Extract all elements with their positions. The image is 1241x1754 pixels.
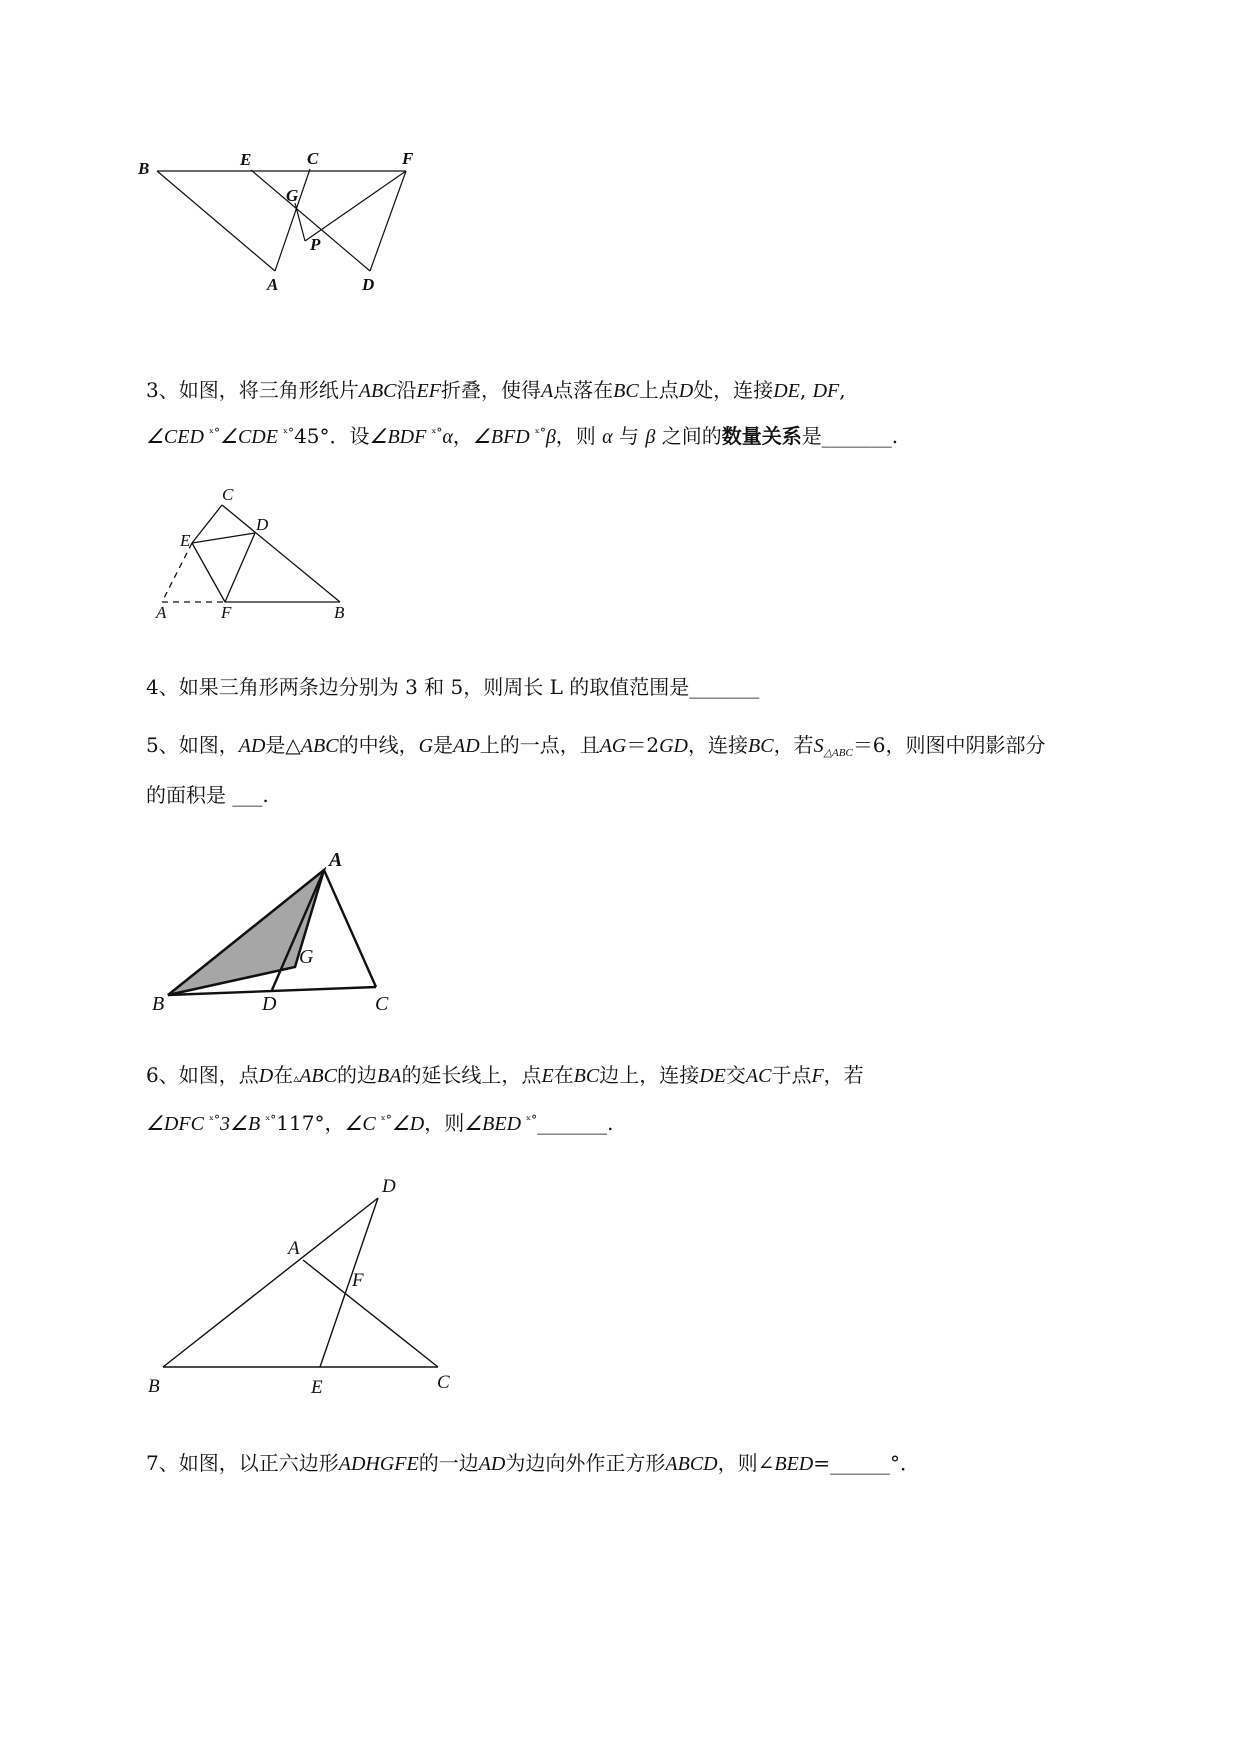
label-G: G	[286, 186, 299, 205]
q5-text: ，若	[773, 733, 814, 757]
q3-number: 3、	[146, 378, 179, 402]
q5-text: ＝2	[626, 733, 660, 757]
q3-alpha: α	[602, 426, 613, 448]
q7-bed: BED	[774, 1453, 814, 1475]
q7-text: ，则∠	[717, 1451, 775, 1475]
q3-text: 45°．设	[294, 424, 370, 448]
label-F: F	[402, 149, 414, 168]
q6-text: 的边	[337, 1063, 377, 1087]
q5-ag: AG	[599, 735, 627, 757]
label-D: D	[262, 993, 277, 1015]
label-B: B	[148, 1376, 160, 1397]
q5-subscript: △ABC	[823, 747, 853, 759]
q3-abc: ABC	[358, 380, 397, 402]
q6-angle: ∠BED	[464, 1113, 527, 1135]
q6-text: 交	[725, 1063, 746, 1087]
q6-angle: 3∠B	[220, 1113, 266, 1135]
q6-abc: ABC	[299, 1065, 337, 1087]
q7-text: 为边向外作正方形	[505, 1451, 666, 1475]
q3-beta: β	[645, 426, 656, 448]
q3-symbol: ˣ°	[534, 426, 546, 440]
q7-text: 7、如图，以正六边形	[146, 1451, 339, 1475]
q7-ad: AD	[478, 1453, 506, 1475]
q3-blank: 是_______.	[801, 424, 899, 448]
q3-text: 上点	[638, 378, 679, 402]
q5-ad: AD	[238, 735, 266, 757]
q5-text: 5、如图，	[146, 733, 239, 757]
q6-blank: _______.	[537, 1111, 614, 1135]
label-C: C	[222, 485, 234, 504]
question-5	[146, 724, 1046, 816]
label-E: E	[240, 150, 252, 169]
q5-g: G	[418, 735, 434, 757]
q5-abc: ABC	[300, 735, 339, 757]
q5-text: 上的一点，且	[479, 733, 600, 757]
q3-text: 沿	[396, 378, 417, 402]
q6-text: 117°，	[276, 1111, 345, 1135]
label-E: E	[311, 1377, 323, 1398]
q3-bc: BC	[613, 380, 639, 402]
q5-text: 是	[433, 733, 454, 757]
label-C: C	[307, 149, 319, 168]
q3-symbol: ˣ°	[282, 426, 295, 440]
q6-ac: AC	[745, 1065, 772, 1087]
q3-alpha: α	[442, 426, 453, 448]
q3-text: ,	[799, 378, 813, 402]
label-B: B	[138, 159, 150, 178]
q6-symbol: ˣ°	[265, 1113, 277, 1127]
q6-text: 在	[553, 1063, 574, 1087]
q6-text: 于点	[771, 1063, 812, 1087]
q3-text: 之间的	[655, 424, 722, 448]
q3-angle: ∠BDF	[369, 426, 432, 448]
q6-text: 的延长线上，点	[401, 1063, 542, 1087]
label-A: A	[156, 603, 167, 622]
label-D: D	[256, 515, 269, 534]
q5-s: S	[813, 735, 824, 757]
q6-text: ，则	[424, 1111, 465, 1135]
q5-text: 是△	[265, 733, 301, 757]
figure-q2	[138, 149, 480, 330]
q6-symbol: ˣ°	[208, 1113, 221, 1127]
q5-ad: AD	[453, 735, 480, 757]
q3-symbol: ˣ°	[431, 426, 443, 440]
question-7	[146, 1442, 920, 1485]
q5-gd: GD	[659, 735, 688, 757]
label-A: A	[267, 275, 279, 294]
q6-text: 边上，连接	[599, 1063, 700, 1087]
label-B: B	[334, 603, 345, 622]
q6-d: D	[258, 1065, 274, 1087]
q3-angle: ∠CED	[146, 426, 209, 448]
q3-text: ，	[452, 424, 473, 448]
q3-text: 如图，将三角形纸片	[178, 378, 359, 402]
label-F: F	[221, 603, 232, 622]
q6-f: F	[811, 1065, 824, 1087]
label-G: G	[299, 946, 314, 968]
q5-bc: BC	[748, 735, 774, 757]
q3-a: A	[540, 380, 554, 402]
q3-text: ，则	[555, 424, 603, 448]
q6-ba: BA	[377, 1065, 402, 1087]
q6-de: DE	[699, 1065, 726, 1087]
question-3	[146, 369, 898, 458]
figure-q3	[150, 485, 360, 623]
q3-text: 折叠，使得	[440, 378, 541, 402]
label-A: A	[288, 1238, 300, 1259]
q3-df: DF	[812, 380, 840, 402]
question-4	[146, 666, 759, 708]
q3-text: 点落在	[553, 378, 614, 402]
q6-text: 6、如图，点	[146, 1063, 259, 1087]
q3-d: D	[678, 380, 694, 402]
figure-q6	[148, 1172, 468, 1402]
figure-q5	[148, 840, 398, 1015]
q6-text: ，若	[823, 1063, 864, 1087]
q6-e: E	[541, 1065, 554, 1087]
q5-text: ＝6，则图中阴影部分	[852, 733, 1046, 757]
label-C: C	[437, 1372, 450, 1393]
q5-text: 的中线，	[338, 733, 419, 757]
q3-text: 处，连接	[693, 378, 774, 402]
q3-text: 与	[612, 424, 646, 448]
q3-text: ,	[839, 378, 846, 402]
q7-hexagon: ADHGFE	[338, 1453, 419, 1475]
q3-bold: 数量关系	[721, 424, 802, 448]
label-B: B	[152, 993, 165, 1015]
q6-angle: ∠C	[344, 1113, 381, 1135]
q6-angle: ∠D	[391, 1113, 425, 1135]
label-D: D	[382, 1176, 396, 1197]
q7-abcd: ABCD	[665, 1453, 718, 1475]
q3-angle: ∠BFD	[472, 426, 535, 448]
q7-blank: =______°．	[813, 1451, 921, 1475]
label-P: P	[310, 235, 321, 254]
q6-symbol: ˣ°	[526, 1113, 538, 1127]
q3-angle: ∠CDE	[220, 426, 283, 448]
q3-symbol: ˣ°	[208, 426, 221, 440]
question-6	[146, 1054, 864, 1145]
label-C: C	[375, 993, 389, 1015]
triangle-icon: ▵	[293, 1071, 300, 1085]
label-E: E	[180, 531, 191, 550]
q6-symbol: ˣ°	[380, 1113, 392, 1127]
q3-ef: EF	[416, 380, 441, 402]
label-F: F	[352, 1270, 364, 1291]
q3-beta: β	[545, 426, 556, 448]
q4-text: 4、如果三角形两条边分别为 3 和 5，则周长 L 的取值范围是_______	[146, 675, 760, 699]
q7-text: 的一边	[418, 1451, 479, 1475]
q5-text: ，连接	[688, 733, 748, 757]
q6-angle: ∠DFC	[146, 1113, 209, 1135]
label-D: D	[362, 275, 375, 294]
q6-text: 在	[273, 1063, 294, 1087]
q6-bc: BC	[573, 1065, 600, 1087]
q3-de: DE	[773, 380, 800, 402]
q5-blank: 的面积是 ___.	[146, 783, 269, 807]
label-A: A	[329, 849, 343, 871]
